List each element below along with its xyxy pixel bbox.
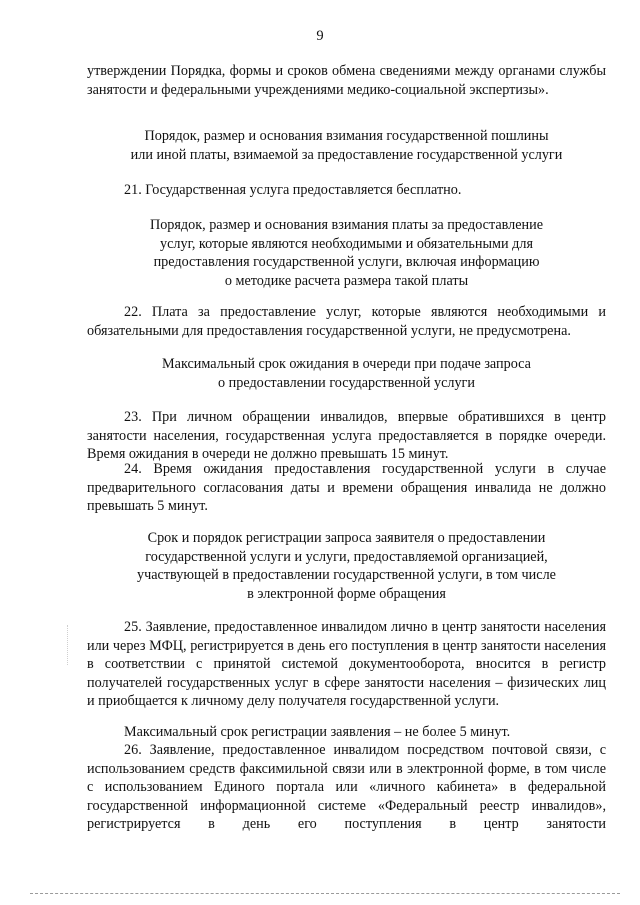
paragraph-26: 26. Заявление, предоставленное инвалидом посредством почтовой связи, с использованием средств факсимильной связи или в электронной форме, в том числе с использованием Единого портала или «личного кабинета» в федеральной государственной информационной системе «Федеральный реестр инвалидов», регистрируется в день его поступления в центр занятости — [87, 742, 606, 832]
scan-artifact — [67, 625, 70, 665]
paragraph-22: 22. Плата за предоставление услуг, которые являются необходимыми и обязательными для предоставления государственной услуги, не предусмотрена. — [87, 304, 606, 339]
paragraph-24: 24. Время ожидания предоставления государственной услуги в случае предварительного согласования даты и времени обращения инвалида не должно превышать 5 минут. — [87, 461, 606, 514]
paragraph-21: 21. Государственная услуга предоставляется бесплатно. — [124, 182, 462, 198]
paragraph-intro: утверждении Порядка, формы и сроков обмена сведениями между органами службы занятости и федеральными учреждениями медико-социальной экспертизы». — [87, 63, 606, 98]
heading-line: Максимальный срок ожидания в очереди при подаче запроса — [162, 356, 531, 372]
heading-state-fee — [87, 127, 606, 164]
heading-line: или иной платы, взимаемой за предоставление государственной услуги — [130, 146, 563, 163]
heading-line: Порядок, размер и основания взимания государственной пошлины — [144, 128, 549, 144]
heading-line: услуг, которые являются необходимыми и обязательными для — [160, 235, 533, 252]
heading-line: о методике расчета размера такой платы — [224, 272, 469, 289]
heading-queue-time — [87, 355, 606, 392]
paragraph-25: 25. Заявление, предоставленное инвалидом лично в центр занятости населения или через МФЦ, регистрируется в день его поступления в центр занятости населения в соответствии с принятой системой документооборота, вносится в регистр получателей государственных услуг в сфере занятости населения – физических лиц и приобщается к личному делу получателя государственной услуги. — [87, 619, 606, 709]
heading-line: предоставления государственной услуги, включая информацию — [153, 254, 540, 270]
heading-line: Срок и порядок регистрации запроса заявителя о предоставлении — [147, 530, 546, 546]
heading-line: Порядок, размер и основания взимания платы за предоставление — [149, 217, 544, 233]
page-number: 9 — [316, 28, 324, 44]
heading-payment-basis — [87, 216, 606, 290]
heading-line: в электронной форме обращения — [247, 585, 446, 602]
heading-line: государственной услуги и услуги, предоставляемой организацией, — [145, 548, 548, 565]
heading-line: о предоставлении государственной услуги — [218, 374, 475, 391]
paragraph-25-deadline: Максимальный срок регистрации заявления – не более 5 минут. — [124, 724, 511, 740]
heading-line: участвующей в предоставлении государственной услуги, в том числе — [137, 567, 556, 583]
heading-registration — [87, 529, 606, 603]
paragraph-23: 23. При личном обращении инвалидов, впервые обратившихся в центр занятости населения, государственная услуга предоставляется в порядке очереди. Время ожидания в очереди не должно превышать 15 минут. — [87, 409, 606, 462]
page-bottom-edge — [30, 893, 620, 896]
